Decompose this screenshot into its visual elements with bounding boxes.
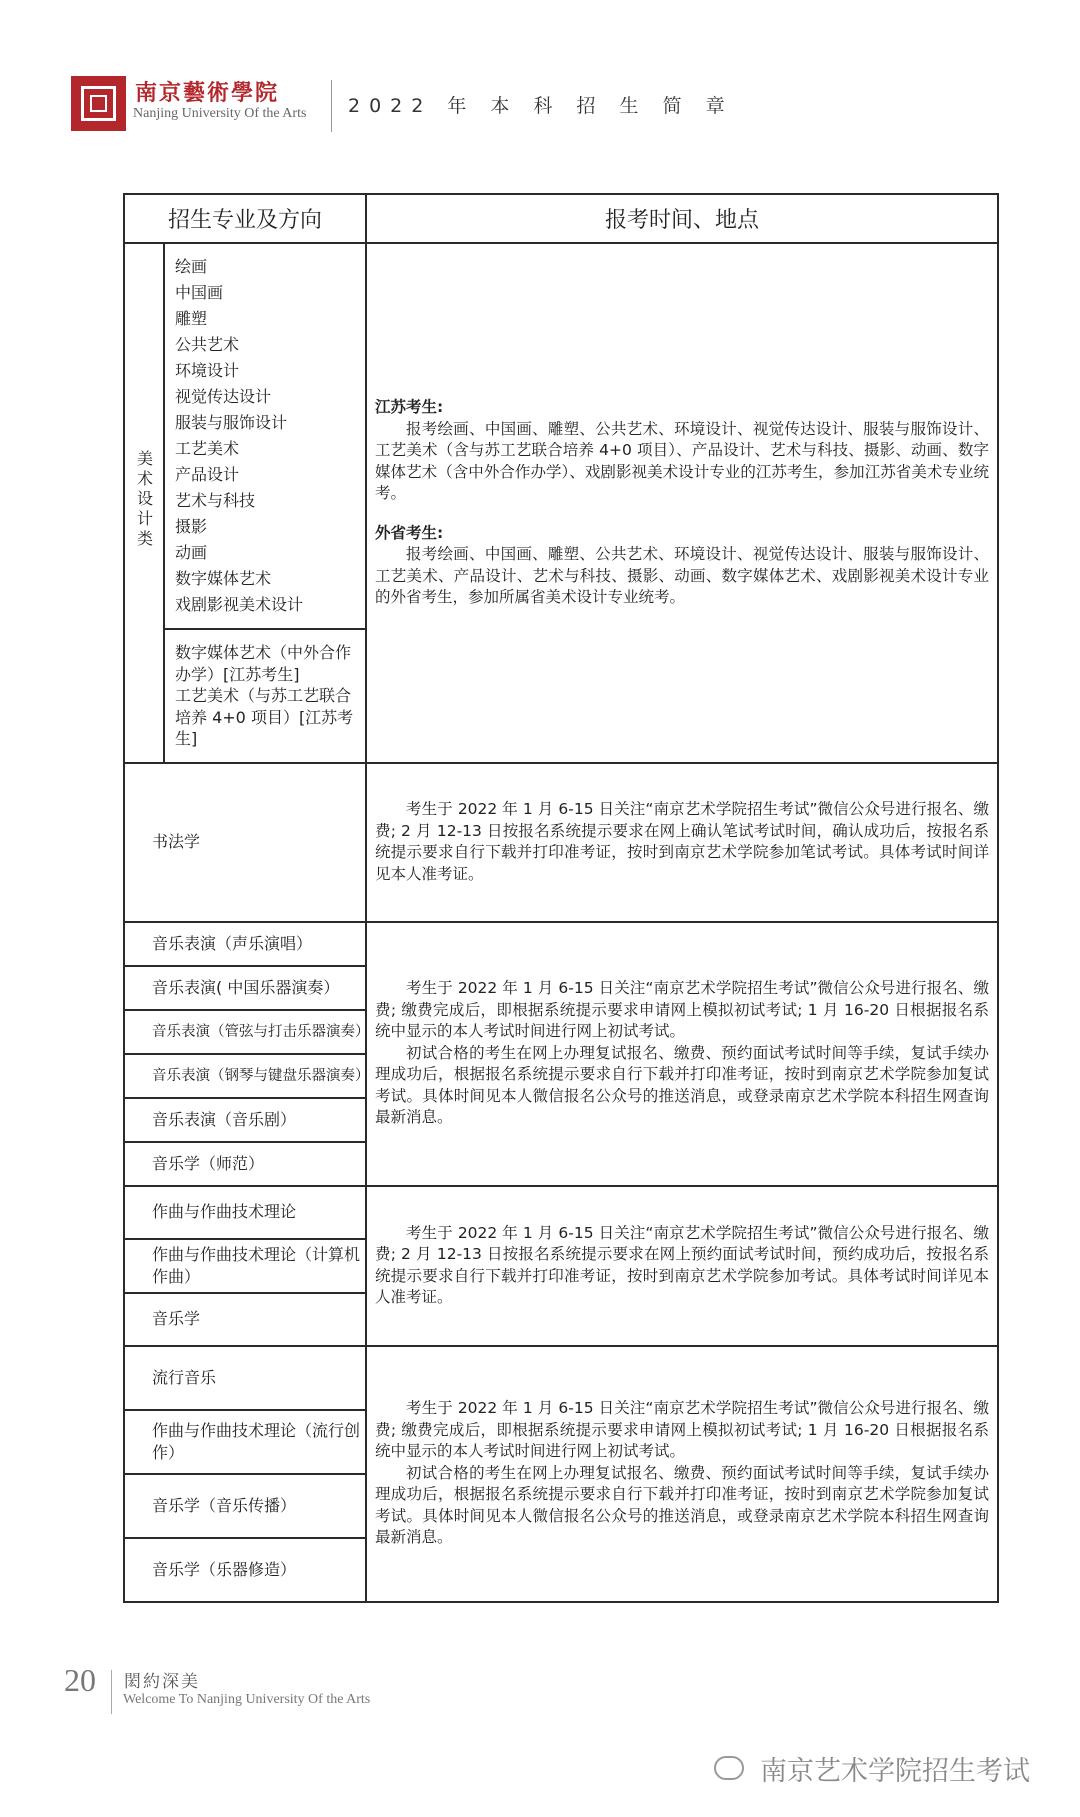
music-major: 音乐表演( 中国乐器演奏）	[124, 966, 366, 1010]
school-name-cn: 南京藝術學院	[135, 80, 280, 106]
page-number: 20	[64, 1662, 96, 1698]
list-item: 产品设计	[175, 465, 240, 484]
table-row	[124, 1346, 998, 1410]
table-row	[124, 243, 998, 629]
music-major: 音乐学（师范）	[124, 1142, 366, 1186]
calligraphy-exam-info: 考生于 2022 年 1 月 6-15 日关注“南京艺术学院招生考试”微信公众号进行报名、缴费; 2 月 12-13 日按报名系统提示要求在网上确认笔试考试时间，确认成功后，按报名系统提示要求自行下载并打印准考证，按时到南京艺术学院参加笔试考试。具体考试时间详见本人准考证。	[366, 763, 998, 922]
table-header-row	[124, 194, 998, 243]
list-item: 公共艺术	[175, 335, 240, 354]
composition-exam-info: 考生于 2022 年 1 月 6-15 日关注“南京艺术学院招生考试”微信公众号进行报名、缴费; 2 月 12-13 日按报名系统提示要求在网上预约面试考试时间，预约成功后，按报名系统提示要求自行下载并打印准考证，按时到南京艺术学院参加考试。具体考试时间详见本人准考证。	[366, 1186, 998, 1346]
music-major: 音乐表演（声乐演唱）	[124, 922, 366, 966]
art-exam-info	[366, 243, 998, 763]
list-item: 雕塑	[175, 309, 208, 328]
list-item: 中国画	[175, 283, 224, 302]
wechat-icon	[714, 1756, 744, 1780]
col-header-time-place: 报考时间、地点	[366, 194, 998, 243]
list-item: 环境设计	[175, 361, 240, 380]
footer-slogan-cn: 閎約深美	[124, 1672, 200, 1692]
school-logo-icon	[71, 76, 126, 131]
popular-major: 音乐学（音乐传播）	[124, 1474, 366, 1538]
outside-text: 报考绘画、中国画、雕塑、公共艺术、环境设计、视觉传达设计、服装与服饰设计、工艺美术、产品设计、艺术与科技、摄影、动画、数字媒体艺术、戏剧影视美术设计专业的外省考生，参加所属省美术设计专业统考。	[375, 545, 990, 606]
jiangsu-label: 江苏考生:	[375, 398, 444, 416]
music-major: 音乐表演（管弦与打击乐器演奏）	[124, 1010, 366, 1054]
composition-major: 作曲与作曲技术理论（计算机作曲）	[124, 1239, 366, 1293]
list-item: 数字媒体艺术（中外合作办学）[江苏考生]	[175, 643, 352, 684]
music-major: 音乐表演（音乐剧）	[124, 1098, 366, 1142]
table-row	[124, 1186, 998, 1239]
list-item: 摄影	[175, 517, 208, 536]
music-major: 音乐表演（钢琴与键盘乐器演奏）	[124, 1054, 366, 1098]
art-majors-list	[164, 243, 366, 629]
list-item: 戏剧影视美术设计	[175, 595, 304, 614]
popular-major: 音乐学（乐器修造）	[124, 1538, 366, 1602]
table-row	[124, 922, 998, 966]
wechat-account-watermark: 南京艺术学院招生考试	[760, 1756, 1030, 1787]
category-art-design: 美术设计类	[124, 243, 164, 763]
popular-major: 作曲与作曲技术理论（流行创作）	[124, 1410, 366, 1474]
list-item: 艺术与科技	[175, 491, 256, 510]
admission-table	[123, 193, 999, 1603]
footer-slogan-en: Welcome To Nanjing University Of the Arts	[123, 1692, 371, 1707]
list-item: 视觉传达设计	[175, 387, 272, 406]
page-header	[0, 0, 1080, 140]
list-item: 动画	[175, 543, 208, 562]
composition-major: 音乐学	[124, 1293, 366, 1346]
popular-major: 流行音乐	[124, 1346, 366, 1410]
outside-label: 外省考生:	[375, 523, 444, 542]
list-item: 绘画	[175, 257, 208, 276]
col-header-majors: 招生专业及方向	[124, 194, 366, 243]
composition-major: 作曲与作曲技术理论	[124, 1186, 366, 1239]
music-exam-info: 考生于 2022 年 1 月 6-15 日关注“南京艺术学院招生考试”微信公众号进行报名、缴费; 缴费完成后，即根据系统提示要求申请网上模拟初试考试; 1 月 16-20 日根据报名系统中显示的本人考试时间进行网上初试考试。 初试合格的考生在网上办理复试报名、缴费、预约面试考试时间等手续，复试手续办理成功后，根据报名系统提示要求自行下载并打印准考证，按时到南京艺术学院参加复试考试。具体时间见本人微信报名公众号的推送消息，或登录南京艺术学院本科招生网查询最新消息。	[366, 922, 998, 1186]
art-majors-special	[164, 629, 366, 763]
jiangsu-text: 报考绘画、中国画、雕塑、公共艺术、环境设计、视觉传达设计、服装与服饰设计、工艺美术（含与苏工艺联合培养 4+0 项目）、产品设计、艺术与科技、摄影、动画、数字媒体艺术（含中外合作办学）、戏剧影视美术设计专业的江苏考生，参加江苏省美术专业统考。	[375, 419, 990, 502]
header-divider	[331, 80, 332, 132]
footer-divider	[111, 1670, 112, 1714]
popular-exam-info: 考生于 2022 年 1 月 6-15 日关注“南京艺术学院招生考试”微信公众号进行报名、缴费; 缴费完成后，即根据系统提示要求申请网上模拟初试考试; 1 月 16-20 日根据报名系统中显示的本人考试时间进行网上初试考试。 初试合格的考生在网上办理复试报名、缴费、预约面试考试时间等手续，复试手续办理成功后，根据报名系统提示要求自行下载并打印准考证，按时到南京艺术学院参加复试考试。具体时间见本人微信报名公众号的推送消息，或登录南京艺术学院本科招生网查询最新消息。	[366, 1346, 998, 1602]
table-row	[124, 763, 998, 922]
list-item: 数字媒体艺术	[175, 569, 272, 588]
school-name-en: Nanjing University Of the Arts	[133, 106, 307, 121]
list-item: 工艺美术	[175, 439, 240, 458]
page-title: 2022 年 本 科 招 生 简 章	[348, 95, 734, 117]
list-item: 工艺美术（与苏工艺联合培养 4+0 项目）[江苏考生]	[175, 686, 354, 748]
list-item: 服装与服饰设计	[175, 413, 288, 432]
calligraphy-major: 书法学	[124, 763, 366, 922]
